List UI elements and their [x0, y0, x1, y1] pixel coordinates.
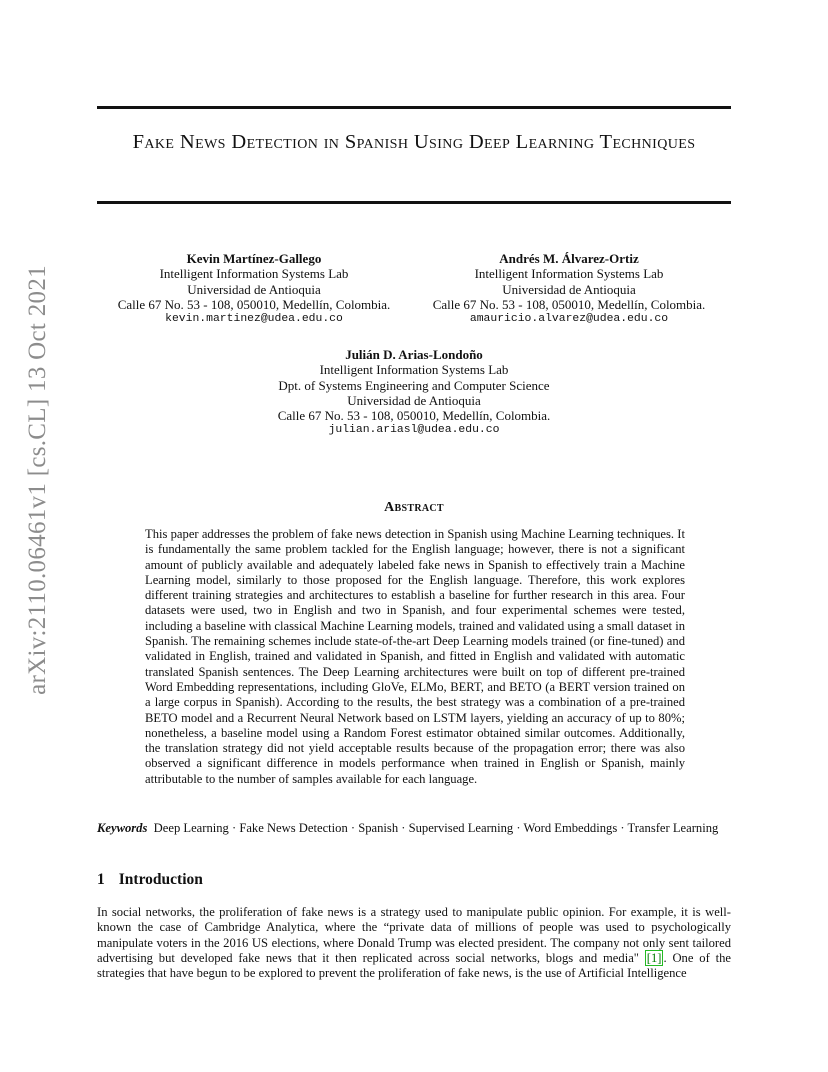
abstract-heading: Abstract	[384, 500, 444, 515]
author-affiliation: Calle 67 No. 53 - 108, 050010, Medellín, Colombia.	[117, 296, 391, 312]
author-affiliation: Calle 67 No. 53 - 108, 050010, Medellín, Colombia.	[432, 296, 706, 312]
author-email[interactable]: kevin.martinez@udea.edu.co	[165, 313, 343, 326]
section-title: Introduction	[118, 871, 203, 888]
author-affiliation: Universidad de Antioquia	[502, 281, 636, 297]
author-name: Kevin Martínez-Gallego	[186, 251, 322, 266]
citation-link[interactable]: [1]	[646, 950, 662, 965]
keywords-label: Keywords	[97, 821, 148, 835]
author-email[interactable]: amauricio.alvarez@udea.edu.co	[469, 313, 669, 326]
author-name: Andrés M. Álvarez-Ortiz	[499, 251, 639, 266]
introduction-paragraph	[97, 905, 731, 981]
author-affiliation: Calle 67 No. 53 - 108, 050010, Medellín, Colombia.	[277, 408, 551, 424]
author-affiliation: Universidad de Antioquia	[347, 392, 481, 408]
paper-title: Fake News Detection in Spanish Using Deep Learning Techniques	[132, 131, 696, 153]
section-number: 1	[97, 871, 105, 888]
keywords-text: Deep Learning · Fake News Detection · Spanish · Supervised Learning · Word Embeddings · Transfer Learning	[153, 821, 719, 835]
author-block	[224, 347, 604, 439]
section-heading	[97, 871, 203, 889]
arxiv-identifier: arXiv:2110.06461v1 [cs.CL] 13 Oct 2021	[24, 265, 51, 695]
title-top-rule	[97, 106, 731, 109]
author-affiliation: Dpt. of Systems Engineering and Computer Science	[278, 377, 550, 393]
author-block	[414, 251, 724, 327]
abstract-text: This paper addresses the problem of fake news detection in Spanish using Machine Learning techniques. It is fundamentally the same problem tackled for the English language; however, there is not a significant amount of publicly available and adequately labeled fake news in Spanish to effectively train a Machine Learning model, similarly to those proposed for the English language. Therefore, this work explores different training strategies and architectures to establish a baseline for further research in this area. Four datasets were used, two in English and two in Spanish, and four experimental schemes were tested, including a baseline with classical Machine Learning models, trained and validated using a small dataset in Spanish. The remaining schemes include state-of-the-art Deep Learning models trained (or fine-tuned) and validated in English, trained and validated in Spanish, and fitted in English and validated with automatic translated Spanish sentences. The Deep Learning architectures were built on top of different pre-trained Word Embedding representations, including GloVe, ELMo, BERT, and BETO (a BERT version trained on a large corpus in Spanish). According to the results, the best strategy was a combination of a pre-trained BETO model and a Recurrent Neural Network based on LSTM layers, yielding an accuracy of up to 80%; nonetheless, a baseline model using a Random Forest estimator obtained similar outcomes. Additionally, the translation strategy did not yield acceptable results because of the propagation error; there was also observed a significant difference in models performance when trained in English or Spanish, mainly attributable to the number of samples available for each language.	[145, 527, 685, 786]
title-bottom-rule	[97, 201, 731, 204]
intro-text: . One of the strategies that have begun to be explored to prevent the proliferation of fake news, is the use of Artificial Intelligence	[97, 950, 732, 981]
author-affiliation: Intelligent Information Systems Lab	[474, 266, 664, 282]
author-affiliation: Intelligent Information Systems Lab	[159, 266, 349, 282]
author-affiliation: Universidad de Antioquia	[187, 281, 321, 297]
intro-text: In social networks, the proliferation of fake news is a strategy used to manipulate public opinion. For example, it is well-known the case of Cambridge Analytica, where the “private data of millions of people was used to psychologically manipulate voters in the 2016 US elections, where Donald Trump was elected president. The company not only sent tailored advertising but developed fake news that it then replicated across social networks, blogs and media"	[97, 905, 731, 965]
author-block	[94, 251, 414, 327]
keywords-line	[97, 821, 731, 836]
author-name: Julián D. Arias-Londoño	[345, 347, 483, 362]
author-affiliation: Intelligent Information Systems Lab	[319, 362, 509, 378]
author-email[interactable]: julian.ariasl@udea.edu.co	[328, 424, 500, 437]
